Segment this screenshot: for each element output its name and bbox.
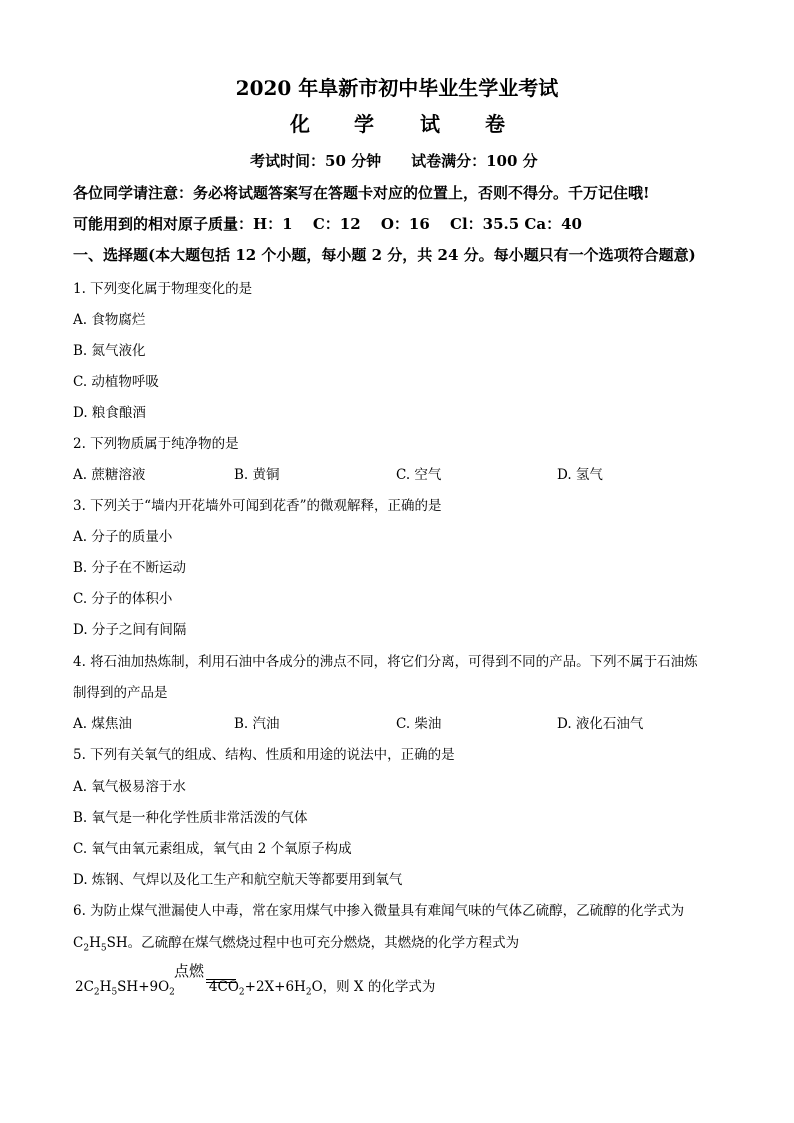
- question-1-stem: 1. 下列变化属于物理变化的是: [73, 281, 253, 297]
- question-1-option-b: B. 氮气液化: [73, 343, 146, 359]
- question-4-stem-line-1: 4. 将石油加热炼制，利用石油中各成分的沸点不同，将它们分离，可得到不同的产品。下列不属于石油炼: [73, 654, 698, 670]
- question-4-option-c: C. 柴油: [396, 716, 442, 732]
- question-5-stem: 5. 下列有关氧气的组成、结构、性质和用途的说法中，正确的是: [73, 747, 455, 763]
- question-1-option-c: C. 动植物呼吸: [73, 374, 159, 390]
- exam-info: 考试时间：50 分钟 试卷满分：100 分: [250, 152, 538, 170]
- atomic-mass-line: 可能用到的相对原子质量：H：1 C：12 O：16 Cl：35.5 Ca：40: [73, 215, 582, 233]
- subscript: 5: [100, 943, 107, 954]
- eq-mid: SH+9O: [117, 979, 170, 995]
- eq-left: 2C: [75, 979, 94, 995]
- question-3-option-d: D. 分子之间有间隔: [73, 622, 187, 638]
- question-1-option-d: D. 粮食酿酒: [73, 405, 146, 421]
- question-4-option-b: B. 汽油: [234, 716, 280, 732]
- question-4-stem-line-2: 制得到的产品是: [73, 685, 168, 701]
- subject-char-3: 试: [420, 112, 440, 136]
- subject-char-2: 学: [354, 112, 374, 136]
- subscript: 5: [111, 987, 118, 998]
- question-1-option-a: A. 食物腐烂: [73, 312, 146, 328]
- eq-tail: +2X+6H: [244, 979, 306, 995]
- subject-char-1: 化: [290, 112, 310, 136]
- notice-text: 各位同学请注意：务必将试题答案写在答题卡对应的位置上，否则不得分。千万记住哦!: [73, 184, 650, 202]
- question-2-option-a: A. 蔗糖溶液: [73, 467, 146, 483]
- subscript: 2: [169, 987, 175, 998]
- reaction-condition: 点燃: [174, 962, 205, 980]
- question-4-option-a: A. 煤焦油: [73, 716, 132, 732]
- exam-subject-title: [0, 108, 794, 138]
- question-5-option-c: C. 氧气由氧元素组成，氧气由 2 个氧原子构成: [73, 841, 352, 857]
- chemical-equation: $2C_2H_5SH+9O_2$ $4CO_2+2X+6H_2O$，则 X 的化学式为: [75, 979, 436, 998]
- question-2-option-b: B. 黄铜: [234, 467, 280, 483]
- subscript: 2: [93, 987, 100, 998]
- subscript: 2: [305, 987, 312, 998]
- question-3-option-b: B. 分子在不断运动: [73, 560, 187, 576]
- question-3-stem: 3. 下列关于“墙内开花墙外可闻到花香”的微观解释，正确的是: [73, 498, 442, 514]
- subject-char-4: 卷: [485, 112, 505, 136]
- question-6-stem-line-2: $C_2H_5SH$。乙硫醇在煤气燃烧过程中也可充分燃烧，其燃烧的化学方程式为: [73, 935, 520, 954]
- subscript: 2: [238, 987, 245, 998]
- question-5-option-a: A. 氧气极易溶于水: [73, 779, 186, 795]
- question-5-option-d: D. 炼钢、气焊以及化工生产和航空航天等都要用到氧气: [73, 872, 403, 888]
- eq-end: O，则 X 的化学式为: [311, 979, 436, 995]
- formula-c-prefix: C: [73, 935, 84, 951]
- formula-rest: SH。乙硫醇在煤气燃烧过程中也可充分燃烧，其燃烧的化学方程式为: [106, 935, 520, 951]
- question-3-option-c: C. 分子的体积小: [73, 591, 173, 607]
- question-3-option-a: A. 分子的质量小: [73, 529, 173, 545]
- exam-title: 2020 年阜新市初中毕业生学业考试: [235, 76, 559, 100]
- question-2-stem: 2. 下列物质属于纯净物的是: [73, 436, 239, 452]
- eq-right: 4CO: [208, 979, 239, 995]
- question-2-option-c: C. 空气: [396, 467, 442, 483]
- question-5-option-b: B. 氧气是一种化学性质非常活泼的气体: [73, 810, 308, 826]
- question-2-option-d: D. 氢气: [557, 467, 603, 483]
- question-4-option-d: D. 液化石油气: [557, 716, 644, 732]
- question-6-stem-line-1: 6. 为防止煤气泄漏使人中毒，常在家用煤气中掺入微量具有难闻气味的气体乙硫醇，乙硫醇的化学式为: [73, 903, 685, 919]
- section-heading: 一、选择题(本大题包括 12 个小题，每小题 2 分，共 24 分。每小题只有一个选项符合题意): [73, 246, 696, 264]
- subscript: 2: [83, 943, 90, 954]
